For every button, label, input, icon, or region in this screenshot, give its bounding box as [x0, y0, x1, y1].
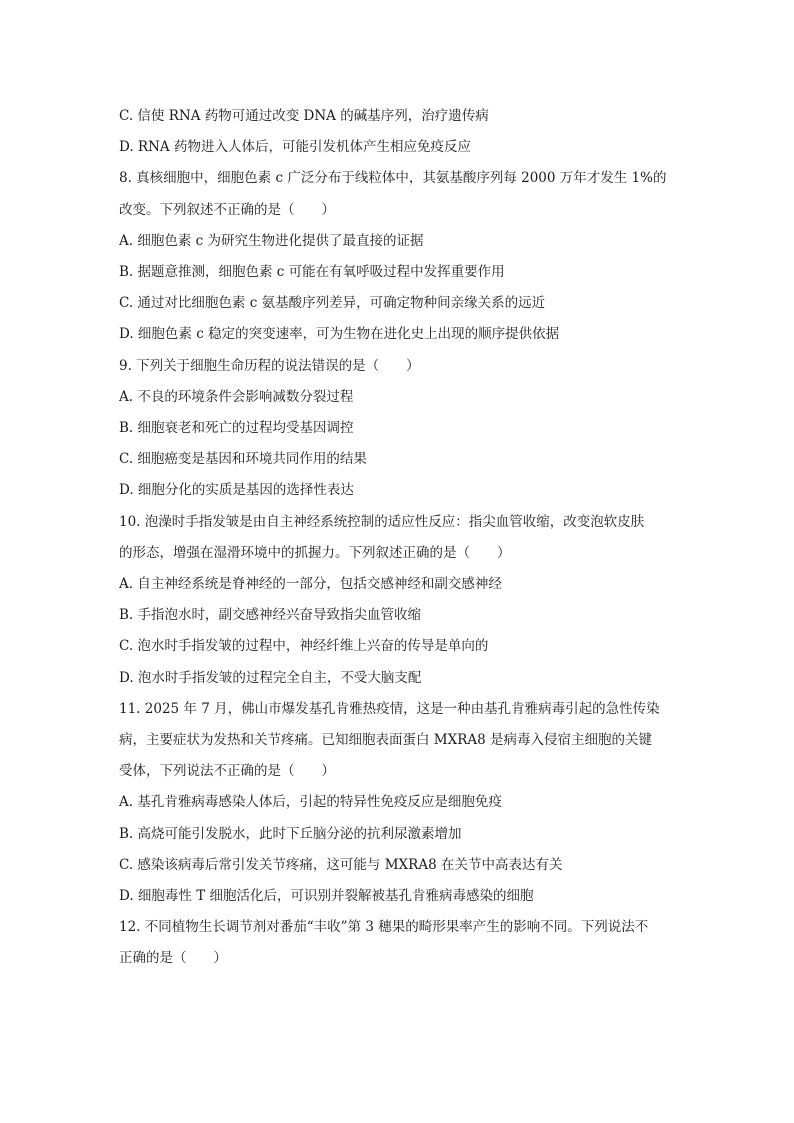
option-11d: D. 细胞毒性 T 细胞活化后，可识别并裂解被基孔肯雅病毒感染的细胞 [119, 888, 534, 905]
option-7c: C. 信使 RNA 药物可通过改变 DNA 的碱基序列，治疗遗传病 [119, 108, 489, 124]
option-11b: B. 高烧可能引发脱水，此时下丘脑分泌的抗利尿激素增加 [119, 825, 462, 842]
option-10a: A. 自主神经系统是脊神经的一部分，包括交感神经和副交感神经 [119, 576, 502, 593]
question-11-stem-cont-2: 受体，下列说法不正确的是（ ） [119, 763, 335, 780]
option-9c: C. 细胞癌变是基因和环境共同作用的结果 [119, 451, 367, 468]
question-11-stem: 11. 2025 年 7 月，佛山市爆发基孔肯雅热疫情，这是一种由基孔肯雅病毒引起的急性传染 [119, 700, 660, 717]
option-8c: C. 通过对比细胞色素 c 氨基酸序列差异，可确定物种间亲缘关系的远近 [119, 295, 546, 312]
question-12-stem-cont: 正确的是（ ） [119, 950, 227, 967]
option-10d: D. 泡水时手指发皱的过程完全自主，不受大脑支配 [119, 669, 422, 686]
question-12-stem: 12. 不同植物生长调节剂对番茄“丰收”第 3 穗果的畸形果率产生的影响不同。下列说法不 [119, 919, 649, 936]
question-8-stem: 8. 真核细胞中，细胞色素 c 广泛分布于线粒体中，其氨基酸序列每 2000 万年才发生 1%的 [119, 170, 667, 187]
option-11a: A. 基孔肯雅病毒感染人体后，引起的特异性免疫反应是细胞免疫 [119, 794, 502, 811]
question-8-stem-cont: 改变。下列叙述不正确的是（ ） [119, 201, 335, 218]
option-10b: B. 手指泡水时，副交感神经兴奋导致指尖血管收缩 [119, 607, 422, 624]
option-9d: D. 细胞分化的实质是基因的选择性表达 [119, 482, 354, 499]
question-10-stem-cont: 的形态，增强在湿滑环境中的抓握力。下列叙述正确的是（ ） [119, 544, 511, 561]
document-page [119, 101, 679, 975]
question-11-stem-cont: 病，主要症状为发热和关节疼痛。已知细胞表面蛋白 MXRA8 是病毒入侵宿主细胞的关键 [119, 732, 653, 749]
option-8d: D. 细胞色素 c 稳定的突变速率，可为生物在进化史上出现的顺序提供依据 [119, 326, 560, 343]
option-8a: A. 细胞色素 c 为研究生物进化提供了最直接的证据 [119, 232, 424, 249]
option-10c: C. 泡水时手指发皱的过程中，神经纤维上兴奋的传导是单向的 [119, 638, 489, 655]
option-7d: D. RNA 药物进入人体后，可能引发机体产生相应免疫反应 [119, 139, 471, 156]
option-9b: B. 细胞衰老和死亡的过程均受基因调控 [119, 420, 354, 437]
option-9a: A. 不良的环境条件会影响减数分裂过程 [119, 388, 354, 405]
question-10-stem: 10. 泡澡时手指发皱是由自主神经系统控制的适应性反应：指尖血管收缩，改变泡软皮肤 [119, 513, 645, 530]
option-8b: B. 据题意推测，细胞色素 c 可能在有氧呼吸过程中发挥重要作用 [119, 264, 505, 281]
question-9-stem: 9. 下列关于细胞生命历程的说法错误的是（ ） [119, 357, 420, 374]
option-11c: C. 感染该病毒后常引发关节疼痛，这可能与 MXRA8 在关节中高表达有关 [119, 856, 563, 873]
